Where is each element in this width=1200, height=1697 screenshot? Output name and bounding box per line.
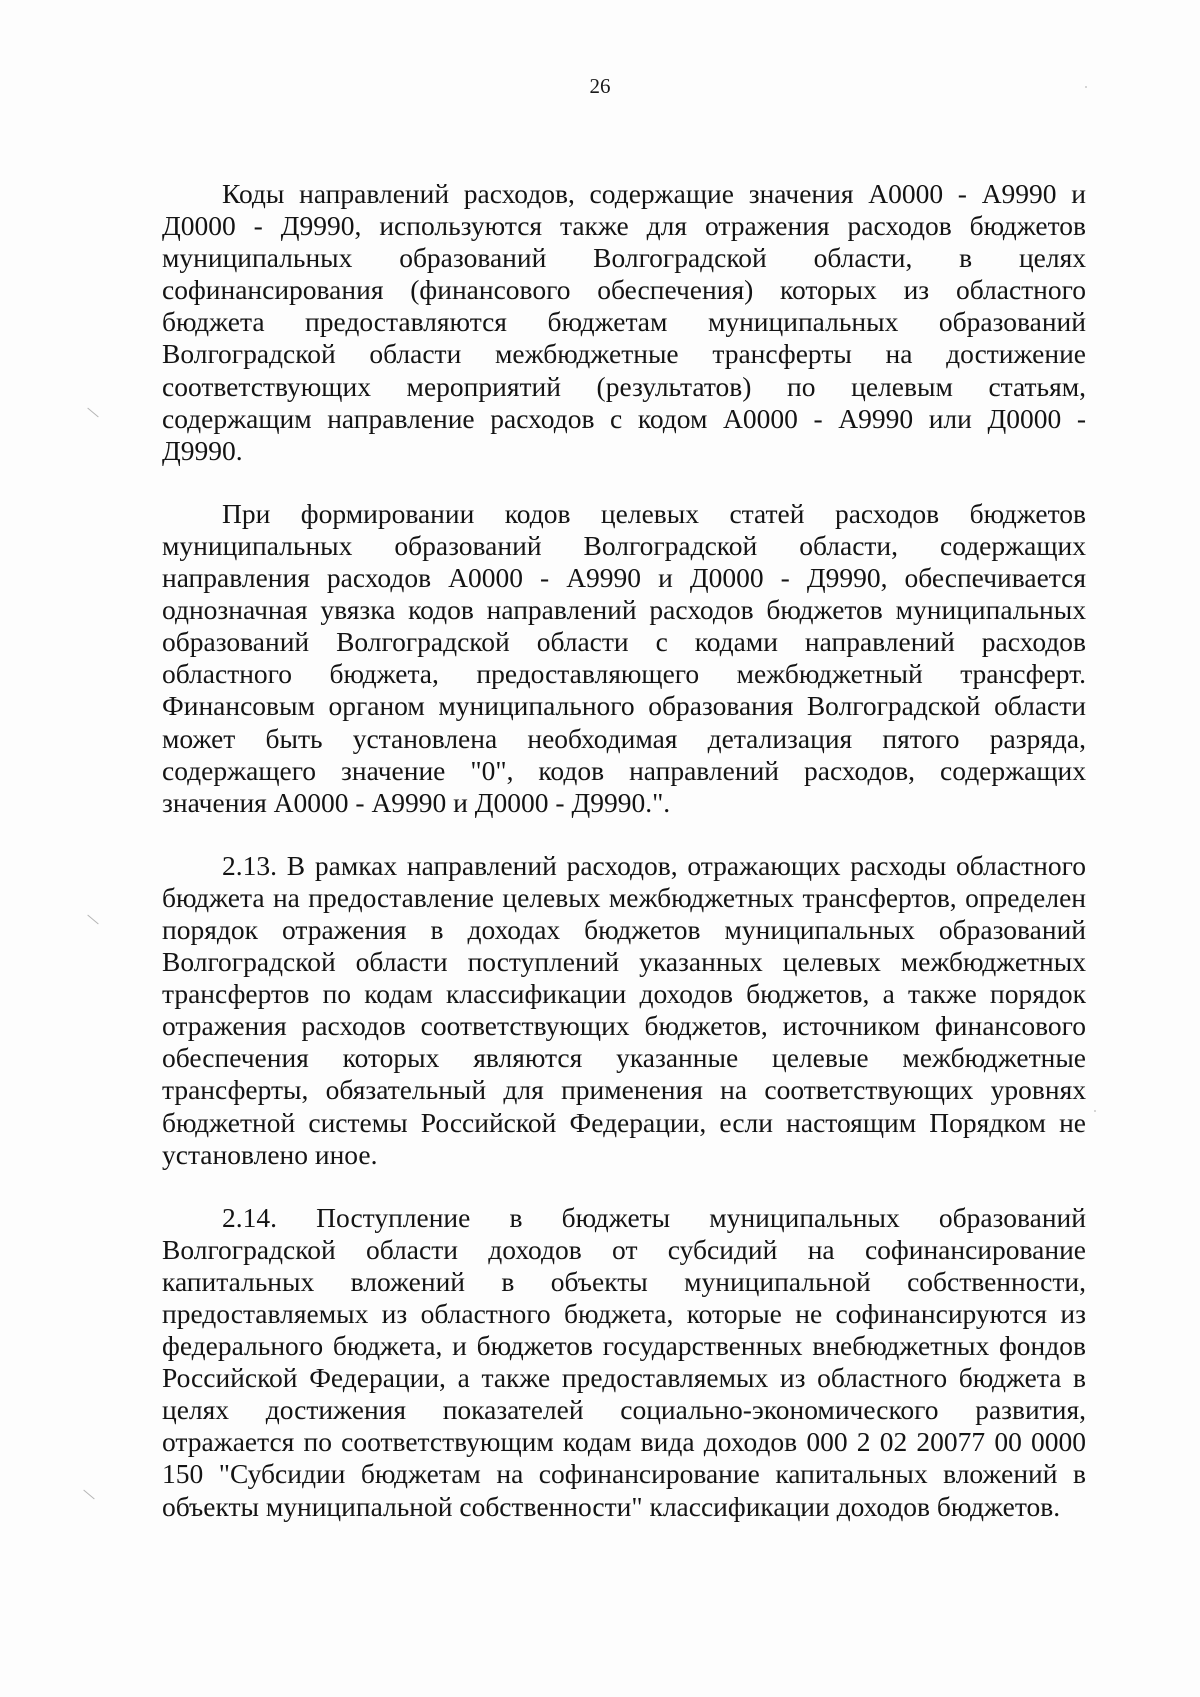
scan-dot (1085, 86, 1087, 88)
paragraph-section-2-13: 2.13. В рамках направлений расходов, отражающих расходы областного бюджета на предоставление целевых межбюджетных трансфертов, определен порядок отражения в доходах бюджетов муниципальных образований Волгоградской области поступлений указанных целевых межбюджетных трансфертов по кодам классификации доходов бюджетов, а также порядок отражения расходов соответствующих бюджетов, источником финансового обеспечения которых являются указанные целевые межбюджетные трансферты, обязательный для применения на соответствующих уровнях бюджетной системы Российской Федерации, если настоящим Порядком не установлено иное. (162, 849, 1086, 1170)
paragraph-target-article-codes: При формировании кодов целевых статей расходов бюджетов муниципальных образований Волгоградской области, содержащих направления расходов А0000 - А9990 и Д0000 - Д9990, обеспечивается однозначная увязка кодов направлений расходов бюджетов муниципальных образований Волгоградской области с кодами направлений расходов областного бюджета, предоставляющего межбюджетный трансферт. Финансовым органом муниципального образования Волгоградской области может быть установлена необходимая детализация пятого разряда, содержащего значение "0", кодов направлений расходов, содержащих значения А0000 - А9990 и Д0000 - Д9990.". (162, 497, 1086, 818)
page-number: 26 (589, 74, 611, 98)
scan-dot (1094, 1110, 1096, 1112)
paragraph-section-2-14: 2.14. Поступление в бюджеты муниципальных образований Волгоградской области доходов от субсидий на софинансирование капитальных вложений в объекты муниципальной собственности, предоставляемых из областного бюджета, которые не софинансируются из федерального бюджета, и бюджетов государственных внебюджетных фондов Российской Федерации, а также предоставляемых из областного бюджета в целях достижения показателей социально-экономического развития, отражается по соответствующим кодам вида доходов 000 2 02 20077 00 0000 150 "Субсидии бюджетам на софинансирование капитальных вложений в объекты муниципальной собственности" классификации доходов бюджетов. (162, 1201, 1086, 1522)
scan-mark (87, 408, 98, 418)
document-body (162, 178, 1086, 1554)
scan-mark (83, 1490, 94, 1500)
scan-mark (87, 915, 98, 925)
paragraph-direction-codes: Коды направлений расходов, содержащие значения А0000 - А9990 и Д0000 - Д9990, используются также для отражения расходов бюджетов муниципальных образований Волгоградской области, в целях софинансирования (финансового обеспечения) которых из областного бюджета предоставляются бюджетам муниципальных образований Волгоградской области межбюджетные трансферты на достижение соответствующих мероприятий (результатов) по целевым статьям, содержащим направление расходов с кодом А0000 - А9990 или Д0000 - Д9990. (162, 178, 1086, 466)
